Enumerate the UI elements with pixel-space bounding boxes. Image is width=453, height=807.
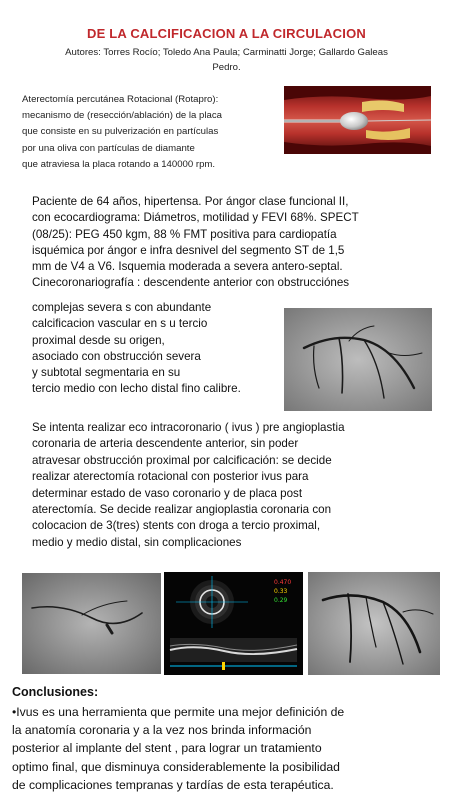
authors-line: Pedro.: [212, 62, 241, 73]
angiography-image-preprocedure: [284, 308, 432, 411]
ivus-readout: 0.470: [274, 579, 292, 586]
intro-line: mecanismo de (resección/ablación) de la placa: [22, 110, 222, 122]
final-angiography-drawing: [308, 572, 440, 675]
intro-line: por una oliva con partículas de diamante: [22, 142, 195, 154]
wire-angiography-drawing: [22, 573, 161, 674]
atherectomy-drawing: [284, 86, 431, 154]
ivus-screen: [164, 572, 303, 675]
intro-line: Aterectomía percutánea Rotacional (Rotapro):: [22, 94, 219, 105]
conclusion-line: la anatomía coronaria y a la vez nos brinda información: [12, 723, 312, 738]
procedure-text: [32, 420, 442, 551]
ivus-drawing: [164, 572, 303, 675]
angiography-drawing: [284, 308, 432, 411]
case-text-continued: [32, 300, 292, 398]
angiography-image-wire: [22, 573, 161, 674]
procedure-line: medio y medio distal, sin complicaciones: [32, 535, 242, 549]
intro-line: que consiste en su pulverización en partículas: [22, 126, 219, 138]
conclusion-line: posterior al implante del stent , para lograr un tratamiento: [12, 741, 322, 756]
procedure-line: realizar aterectomía rotacional con posterior ivus para: [32, 470, 309, 484]
case-line: Paciente de 64 años, hipertensa. Por ángor clase funcional II,: [32, 195, 349, 208]
procedure-line: colocacion de 3(tres) stents con droga a tercio proximal,: [32, 519, 321, 533]
ivus-readout: 0.33: [274, 588, 288, 595]
case-line: con ecocardiograma: Diámetros, motilidad y FEVI 68%. SPECT: [32, 211, 359, 225]
angiography-image-final: [308, 572, 440, 675]
case-line: tercio medio con lecho distal fino calibre.: [32, 382, 241, 396]
case-line: Cinecoronariografía : descendente anterior con obstrucciónes: [32, 276, 350, 290]
case-line: y subtotal segmentaria en su: [32, 366, 181, 380]
case-line: isquémica por ángor e infra desnivel del segmento ST de 1,5: [32, 243, 345, 257]
case-line: mm de V4 a V6. Isquemia moderada a severa antero-septal.: [32, 260, 343, 274]
case-text: [32, 194, 432, 292]
case-line: proximal desde su origen,: [32, 333, 165, 347]
conclusion-line: •Ivus es una herramienta que permite una mejor definición de: [12, 705, 345, 719]
case-line: complejas severa s con abundante: [32, 301, 212, 314]
procedure-line: Se intenta realizar eco intracoronario ( ivus ) pre angioplastia: [32, 421, 345, 434]
authors: [24, 45, 429, 75]
procedure-line: determinar estado de vaso coronario y de placa post: [32, 486, 303, 500]
procedure-line: coronaria de arteria descendente anterior, sin poder: [32, 437, 299, 451]
conclusion-line: de complicaciones tempranas y tardías de esta terapéutica.: [12, 777, 334, 792]
intro-text: [22, 92, 272, 173]
conclusion-line: optimo final, que disminuya considerablemente la posibilidad: [12, 759, 340, 774]
conclusions-text: [12, 703, 447, 794]
procedure-line: aterectomía. Se decide realizar angioplastia coronaria con: [32, 503, 332, 517]
authors-line: Autores: Torres Rocío; Toledo Ana Paula; Carminatti Jorge; Gallardo Galeas: [65, 47, 388, 58]
case-line: calcificacion vascular en s u tercio: [32, 317, 208, 331]
atherectomy-illustration: [284, 86, 431, 154]
intro-line: que atraviesa la placa rotando a 140000 rpm.: [22, 158, 216, 170]
case-line: asociado con obstrucción severa: [32, 349, 201, 363]
conclusions-heading: Conclusiones:: [12, 685, 99, 699]
procedure-line: atravesar obstrucción proximal por calcificación: se decide: [32, 453, 332, 467]
poster-title: DE LA CALCIFICACION A LA CIRCULACION: [87, 26, 366, 41]
case-line: (08/25): PEG 450 kgm, 88 % FMT positiva para cardiopatía: [32, 227, 337, 241]
ivus-readout: 0.29: [274, 597, 288, 604]
